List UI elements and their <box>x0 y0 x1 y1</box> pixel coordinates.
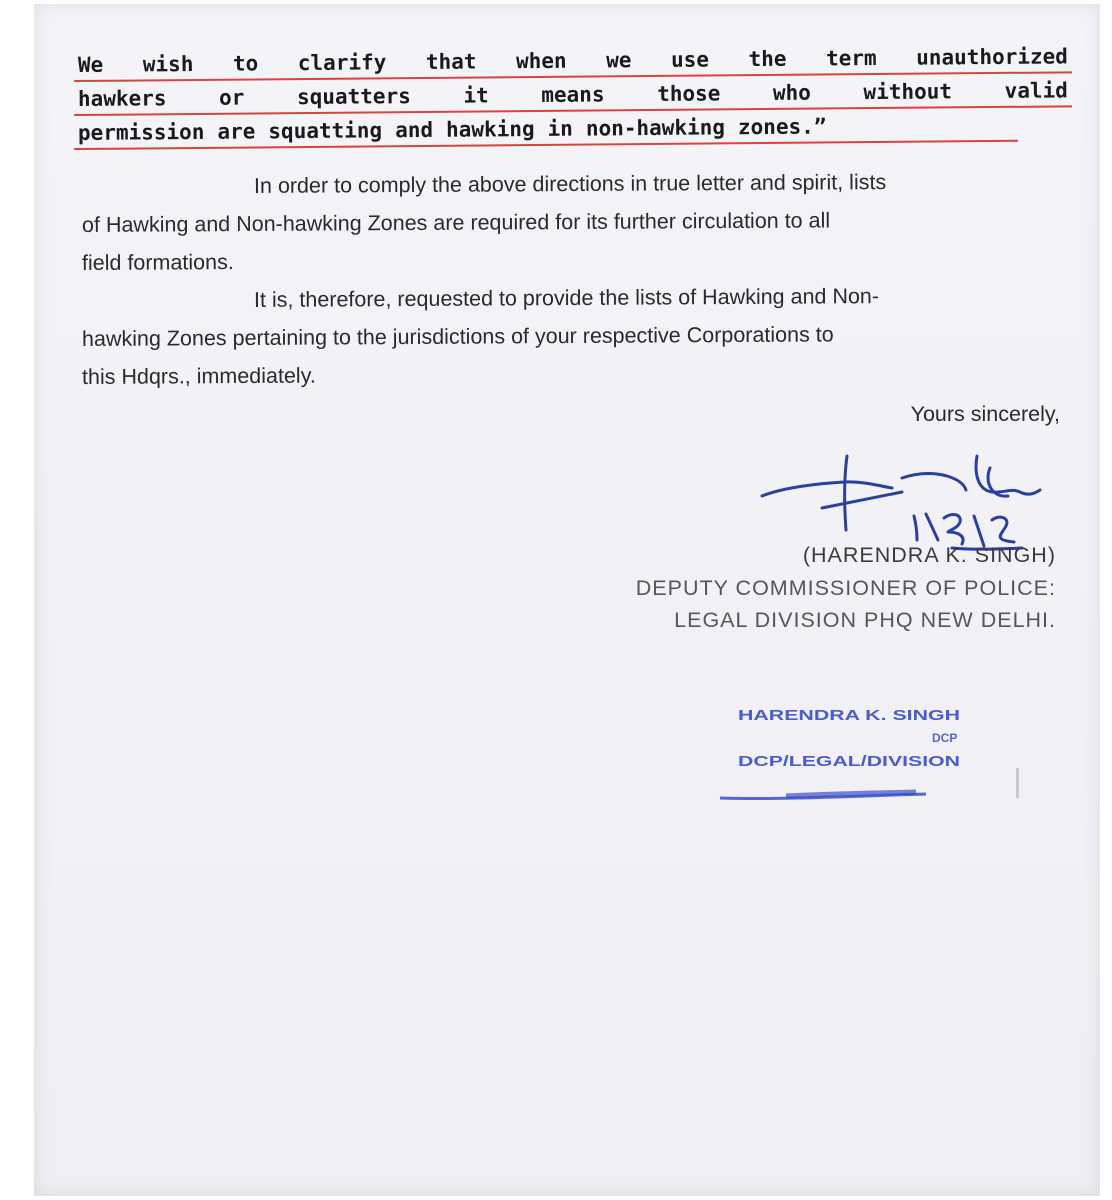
typed-word: those <box>657 81 721 106</box>
typed-word: the <box>748 46 787 72</box>
official-stamp <box>716 690 976 810</box>
typed-word: when <box>515 48 567 74</box>
signatory-title: DEPUTY COMMISSIONER OF POLICE: <box>635 576 1056 600</box>
typed-word: zones.” <box>737 114 827 140</box>
paragraph-2-line-3: this Hdqrs., immediately. <box>81 363 316 389</box>
typed-word: that <box>425 49 477 74</box>
typed-quote <box>77 44 1068 152</box>
paragraph-1-line-1: In order to comply the above directions in true letter and spirit, lists <box>253 170 887 198</box>
typed-word: in <box>547 116 573 141</box>
typed-word: to <box>232 51 259 76</box>
typed-word: means <box>541 82 605 107</box>
red-underline <box>74 140 1018 150</box>
typed-word: without <box>863 79 953 105</box>
svg-text:HARENDRA K. SINGH: HARENDRA K. SINGH <box>738 707 960 724</box>
page-mark <box>1016 768 1019 798</box>
typed-word: term <box>825 46 877 71</box>
signatory-division: LEGAL DIVISION PHQ NEW DELHI. <box>674 608 1056 632</box>
signatory-block <box>636 538 1056 636</box>
typed-word: unauthorized <box>916 44 1068 70</box>
svg-text:DCP/LEGAL/DIVISION: DCP/LEGAL/DIVISION <box>738 753 960 770</box>
paragraph-1-line-3: field formations. <box>81 250 234 275</box>
paragraph-2-line-1: It is, therefore, requested to provide the lists of Hawking and Non- <box>253 284 880 312</box>
typed-word: permission <box>77 119 205 145</box>
typed-word: We <box>77 52 104 77</box>
typed-word: valid <box>1004 78 1068 103</box>
typed-word: it <box>463 83 489 108</box>
paragraph-2 <box>82 282 1062 396</box>
typed-word: who <box>772 80 811 105</box>
typed-word: wish <box>142 51 194 77</box>
typed-word: non-hawking <box>585 115 726 141</box>
typed-word: we <box>606 48 632 73</box>
typed-word: or <box>218 85 245 110</box>
typed-word: clarify <box>297 50 387 76</box>
typed-word: hawkers <box>77 86 167 111</box>
closing-salutation: Yours sincerely, <box>910 402 1060 426</box>
paragraph-1 <box>82 168 1062 282</box>
typed-word: squatting <box>268 118 383 144</box>
typed-word: are <box>217 119 256 144</box>
typed-word: and <box>395 117 434 143</box>
typed-line-3 <box>78 109 1068 152</box>
typed-word: use <box>670 47 710 72</box>
typed-word: squatters <box>296 84 411 110</box>
svg-text:DCP: DCP <box>932 731 958 745</box>
signatory-name: (HARENDRA K. SINGH) <box>802 543 1056 567</box>
paragraph-2-line-2: hawking Zones pertaining to the jurisdictions of your respective Corporations to <box>81 322 834 351</box>
paragraph-1-line-2: of Hawking and Non-hawking Zones are required for its further circulation to all <box>81 208 831 237</box>
typed-word: hawking <box>445 117 535 142</box>
